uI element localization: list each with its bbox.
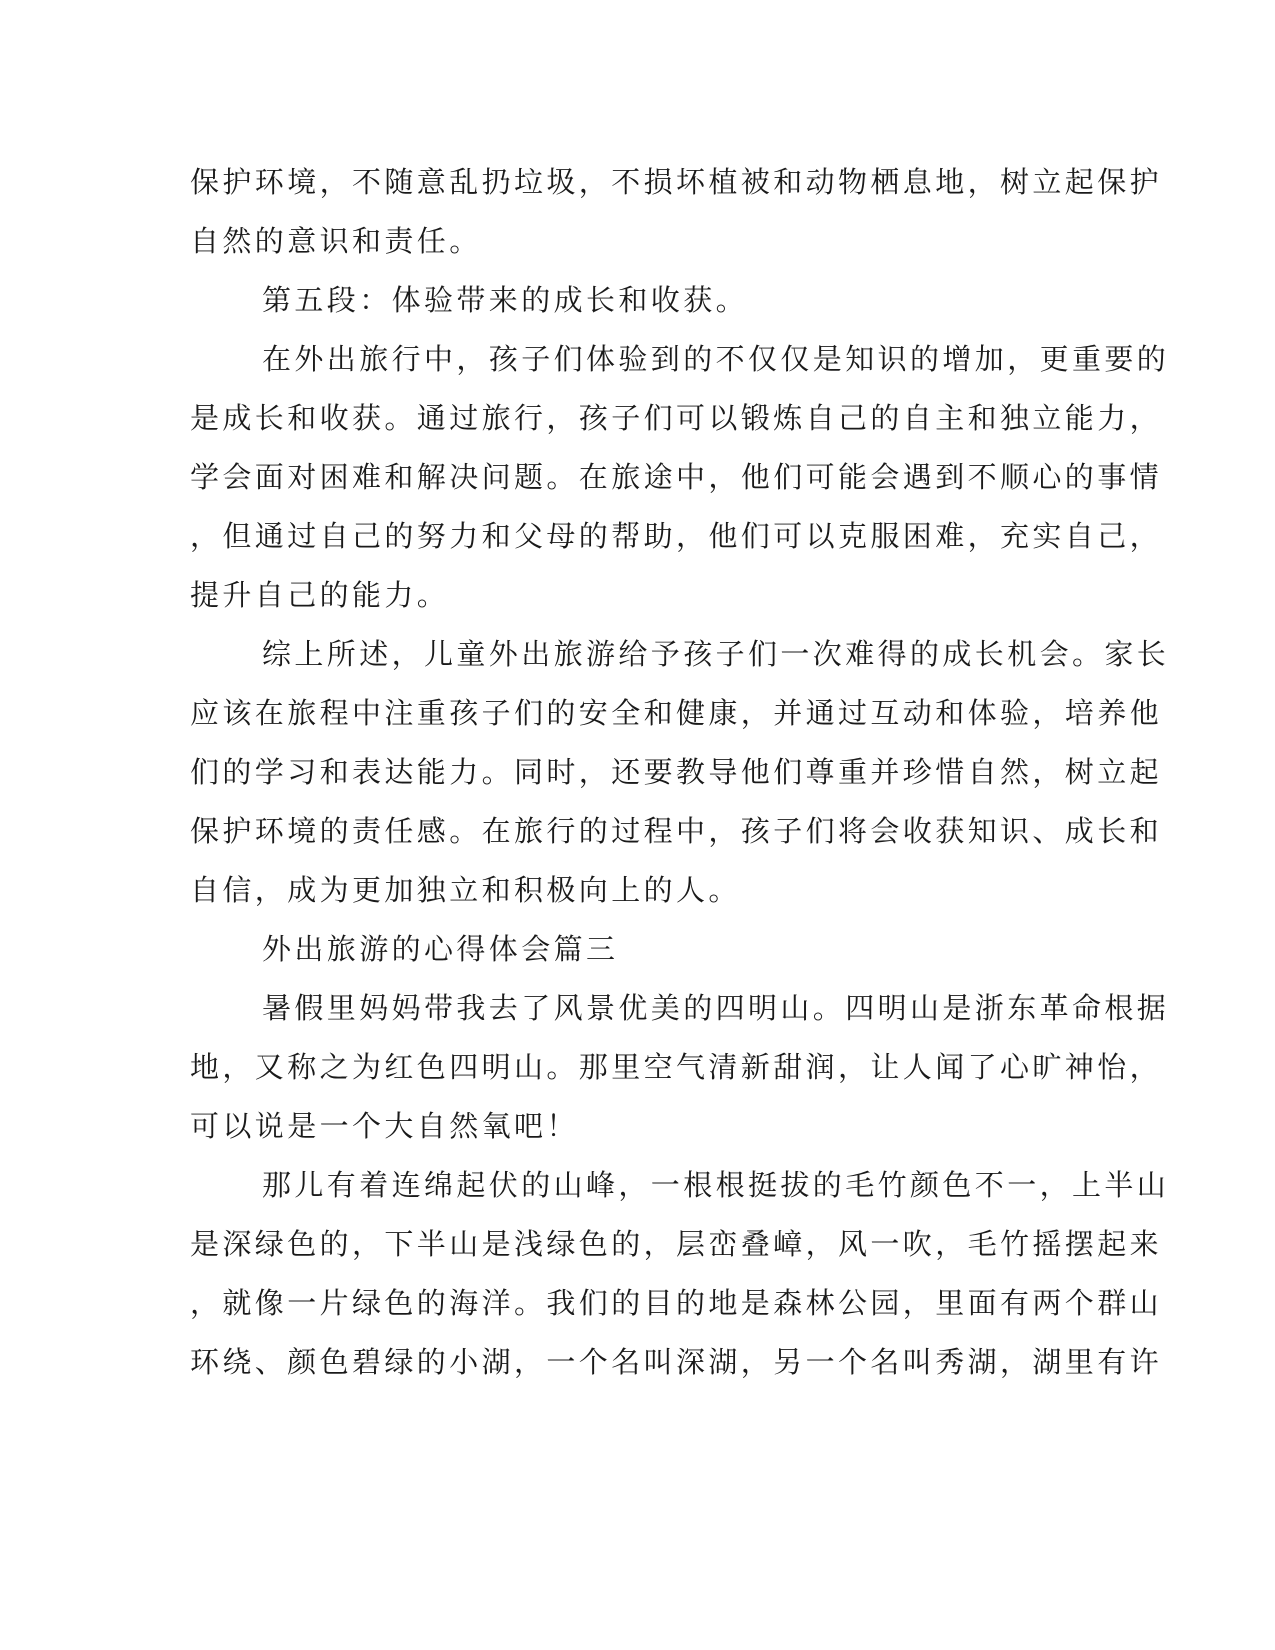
text-line: 自信，成为更加独立和积极向上的人。 — [190, 873, 741, 907]
text-line: 保护环境，不随意乱扔垃圾，不损坏植被和动物栖息地，树立起保护 — [190, 165, 1163, 199]
text-line: 是成长和收获。通过旅行，孩子们可以锻炼自己的自主和独立能力， — [190, 401, 1163, 435]
text-line: 提升自己的能力。 — [190, 578, 450, 612]
text-line: 是深绿色的，下半山是浅绿色的，层峦叠嶂，风一吹，毛竹摇摆起来 — [190, 1227, 1163, 1261]
text-line: 保护环境的责任感。在旅行的过程中，孩子们将会收获知识、成长和 — [190, 814, 1163, 848]
text-line: 地，又称之为红色四明山。那里空气清新甜润，让人闻了心旷神怡， — [190, 1050, 1163, 1084]
text-line: 环绕、颜色碧绿的小湖，一个名叫深湖，另一个名叫秀湖，湖里有许 — [190, 1345, 1163, 1379]
text-line: 在外出旅行中，孩子们体验到的不仅仅是知识的增加，更重要的 — [262, 342, 1170, 376]
section-heading: 外出旅游的心得体会篇三 — [262, 932, 619, 966]
text-line: 们的学习和表达能力。同时，还要教导他们尊重并珍惜自然，树立起 — [190, 755, 1163, 789]
text-line: ，就像一片绿色的海洋。我们的目的地是森林公园，里面有两个群山 — [190, 1286, 1163, 1320]
text-line: ，但通过自己的努力和父母的帮助，他们可以克服困难，充实自己， — [190, 519, 1163, 553]
text-line: 暑假里妈妈带我去了风景优美的四明山。四明山是浙东革命根据 — [262, 991, 1170, 1025]
text-line: 应该在旅程中注重孩子们的安全和健康，并通过互动和体验，培养他 — [190, 696, 1163, 730]
text-line: 可以说是一个大自然氧吧！ — [190, 1109, 579, 1143]
text-line: 学会面对困难和解决问题。在旅途中，他们可能会遇到不顺心的事情 — [190, 460, 1163, 494]
text-line: 综上所述，儿童外出旅游给予孩子们一次难得的成长机会。家长 — [262, 637, 1170, 671]
text-line: 那儿有着连绵起伏的山峰，一根根挺拔的毛竹颜色不一，上半山 — [262, 1168, 1170, 1202]
section-heading: 第五段：体验带来的成长和收获。 — [262, 283, 749, 317]
text-line: 自然的意识和责任。 — [190, 224, 482, 258]
